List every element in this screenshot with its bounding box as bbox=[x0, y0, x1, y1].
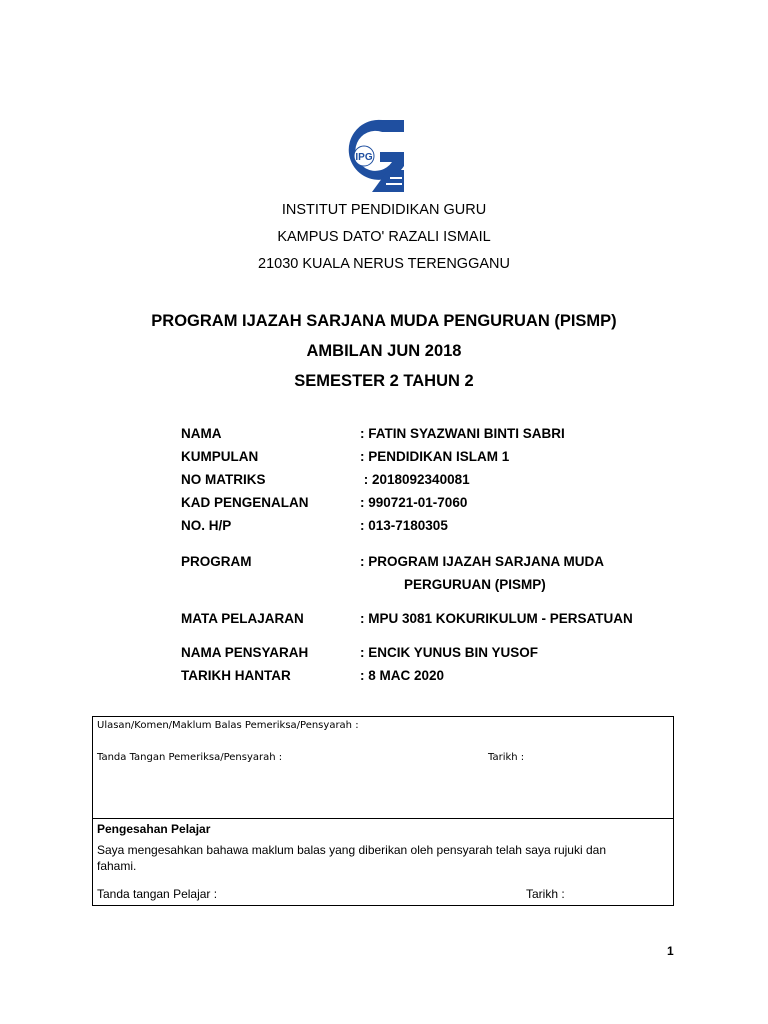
detail-label-nama: NAMA bbox=[181, 426, 222, 441]
detail-value-program: : PROGRAM IJAZAH SARJANA MUDA bbox=[360, 554, 605, 569]
detail-value-kad-pengenalan: : 990721-01-7060 bbox=[360, 495, 468, 510]
detail-label-nama-pensyarah: NAMA PENSYARAH bbox=[181, 645, 309, 660]
detail-value-tarikh-hantar: : 8 MAC 2020 bbox=[360, 668, 445, 683]
institution-name: INSTITUT PENDIDIKAN GURU bbox=[281, 202, 487, 218]
examiner-review-box bbox=[92, 716, 674, 819]
detail-value-kumpulan: : PENDIDIKAN ISLAM 1 bbox=[360, 449, 510, 464]
ipg-logo bbox=[342, 118, 406, 192]
detail-label-tarikh-hantar: TARIKH HANTAR bbox=[181, 668, 291, 683]
student-statement-line1: Saya mengesahkan bahawa maklum balas yang diberikan oleh pensyarah telah saya rujuki dan bbox=[97, 843, 606, 857]
detail-value-no-hp: : 013-7180305 bbox=[360, 518, 448, 533]
examiner-date-label: Tarikh : bbox=[488, 752, 525, 763]
detail-value-nama: : FATIN SYAZWANI BINTI SABRI bbox=[360, 426, 565, 441]
detail-label-no-hp: NO. H/P bbox=[181, 518, 232, 533]
campus-address: 21030 KUALA NERUS TERENGGANU bbox=[258, 256, 510, 272]
campus-name: KAMPUS DATO' RAZALI ISMAIL bbox=[277, 229, 491, 245]
student-signature-label: Tanda tangan Pelajar : bbox=[97, 887, 218, 901]
logo-lettering: IPG bbox=[355, 152, 373, 163]
detail-value-no-matriks: : 2018092340081 bbox=[360, 472, 470, 487]
page-number: 1 bbox=[667, 944, 674, 958]
detail-label-no-matriks: NO MATRIKS bbox=[181, 472, 266, 487]
detail-value-nama-pensyarah: : ENCIK YUNUS BIN YUSOF bbox=[360, 645, 539, 660]
semester-title: SEMESTER 2 TAHUN 2 bbox=[294, 372, 474, 390]
examiner-comments-label: Ulasan/Komen/Maklum Balas Pemeriksa/Pensyarah : bbox=[97, 720, 359, 731]
detail-label-program: PROGRAM bbox=[181, 554, 252, 569]
student-date-label: Tarikh : bbox=[526, 887, 565, 901]
program-title: PROGRAM IJAZAH SARJANA MUDA PENGURUAN (PISMP) bbox=[151, 312, 617, 330]
examiner-signature-label: Tanda Tangan Pemeriksa/Pensyarah : bbox=[97, 752, 283, 763]
detail-value-mata-pelajaran: : MPU 3081 KOKURIKULUM - PERSATUAN bbox=[360, 611, 633, 626]
detail-value-program-cont: PERGURUAN (PISMP) bbox=[404, 577, 546, 592]
student-statement-line2: fahami. bbox=[97, 859, 137, 873]
student-acknowledgement-title: Pengesahan Pelajar bbox=[97, 822, 211, 836]
detail-label-kumpulan: KUMPULAN bbox=[181, 449, 259, 464]
detail-label-kad-pengenalan: KAD PENGENALAN bbox=[181, 495, 309, 510]
intake-title: AMBILAN JUN 2018 bbox=[306, 342, 462, 360]
detail-label-mata-pelajaran: MATA PELAJARAN bbox=[181, 611, 304, 626]
